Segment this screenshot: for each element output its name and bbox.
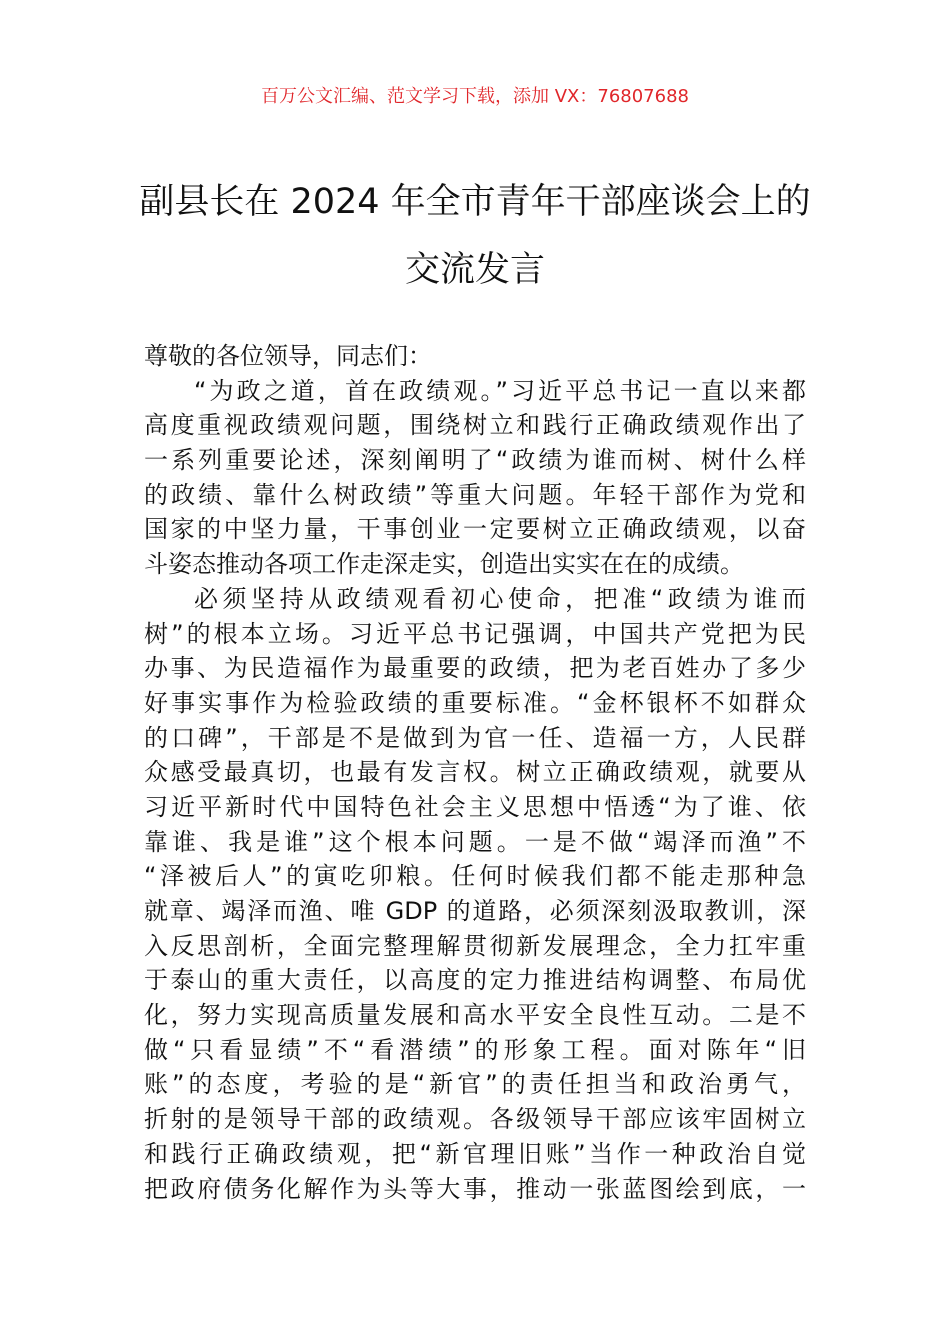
- paragraph-line: 靠谁、我是谁”这个根本问题。一是不做“竭泽而渔”不: [144, 827, 806, 856]
- paragraph-line: 就章、竭泽而渔、唯 GDP 的道路，必须深刻汲取教训，深: [144, 897, 806, 925]
- paragraph-line: 化，努力实现高质量发展和高水平安全良性互动。二是不: [144, 1001, 806, 1030]
- paragraph-line: 入反思剖析，全面完整理解贯彻新发展理念，全力扛牢重: [144, 931, 806, 960]
- paragraph-line: 习近平新时代中国特色社会主义思想中悟透“为了谁、依: [144, 792, 806, 821]
- paragraphs: [144, 374, 806, 1207]
- paragraph-line: 众感受最真切，也最有发言权。树立正确政绩观，就要从: [144, 758, 806, 787]
- paragraph-line: 账”的态度，考验的是“新官”的责任担当和政治勇气，: [144, 1070, 806, 1099]
- paragraph-line: 做“只看显绩”不“看潜绩”的形象工程。面对陈年“旧: [144, 1035, 806, 1064]
- paragraph-line: 和践行正确政绩观，把“新官理旧账”当作一种政治自觉: [144, 1139, 806, 1168]
- paragraph: [144, 582, 806, 1206]
- paragraph-line: “为政之道，首在政绩观。”习近平总书记一直以来都: [194, 376, 806, 405]
- paragraph-line: 斗姿态推动各项工作走深走实，创造出实实在在的成绩。: [144, 550, 744, 579]
- paragraph-line: 国家的中坚力量，干事创业一定要树立正确政绩观，以奋: [144, 515, 806, 544]
- paragraph-line: “泽被后人”的寅吃卯粮。任何时候我们都不能走那种急: [144, 862, 806, 891]
- document-title-line-1: 副县长在 2024 年全市青年干部座谈会上的: [139, 182, 811, 222]
- greeting: 尊敬的各位领导，同志们：: [144, 342, 432, 370]
- watermark-text: 百万公文汇编、范文学习下载，添加 VX：76807688: [261, 86, 689, 107]
- paragraph-line: 把政府债务化解作为头等大事，推动一张蓝图绘到底，一: [144, 1174, 806, 1203]
- paragraph-line: 好事实事作为检验政绩的重要标准。“金杯银杯不如群众: [144, 688, 806, 717]
- paragraph-line: 树”的根本立场。习近平总书记强调，中国共产党把为民: [144, 619, 806, 648]
- paragraph-line: 于泰山的重大责任，以高度的定力推进结构调整、布局优: [144, 966, 806, 995]
- paragraph-line: 高度重视政绩观问题，围绕树立和践行正确政绩观作出了: [144, 411, 806, 440]
- paragraph-line: 必须坚持从政绩观看初心使命，把准“政绩为谁而: [194, 584, 806, 613]
- paragraph-line: 一系列重要论述，深刻阐明了“政绩为谁而树、树什么样: [144, 446, 806, 475]
- paragraph: [144, 374, 806, 582]
- document-body: [144, 339, 806, 1206]
- paragraph-line: 的政绩、靠什么树政绩”等重大问题。年轻干部作为党和: [144, 480, 806, 509]
- paragraph-line: 折射的是领导干部的政绩观。各级领导干部应该牢固树立: [144, 1105, 806, 1134]
- paragraph-line: 办事、为民造福作为最重要的政绩，把为老百姓办了多少: [144, 654, 806, 683]
- document-title-line-2: 交流发言: [404, 250, 545, 290]
- paragraph-line: 的口碑”，干部是不是做到为官一任、造福一方，人民群: [144, 723, 806, 752]
